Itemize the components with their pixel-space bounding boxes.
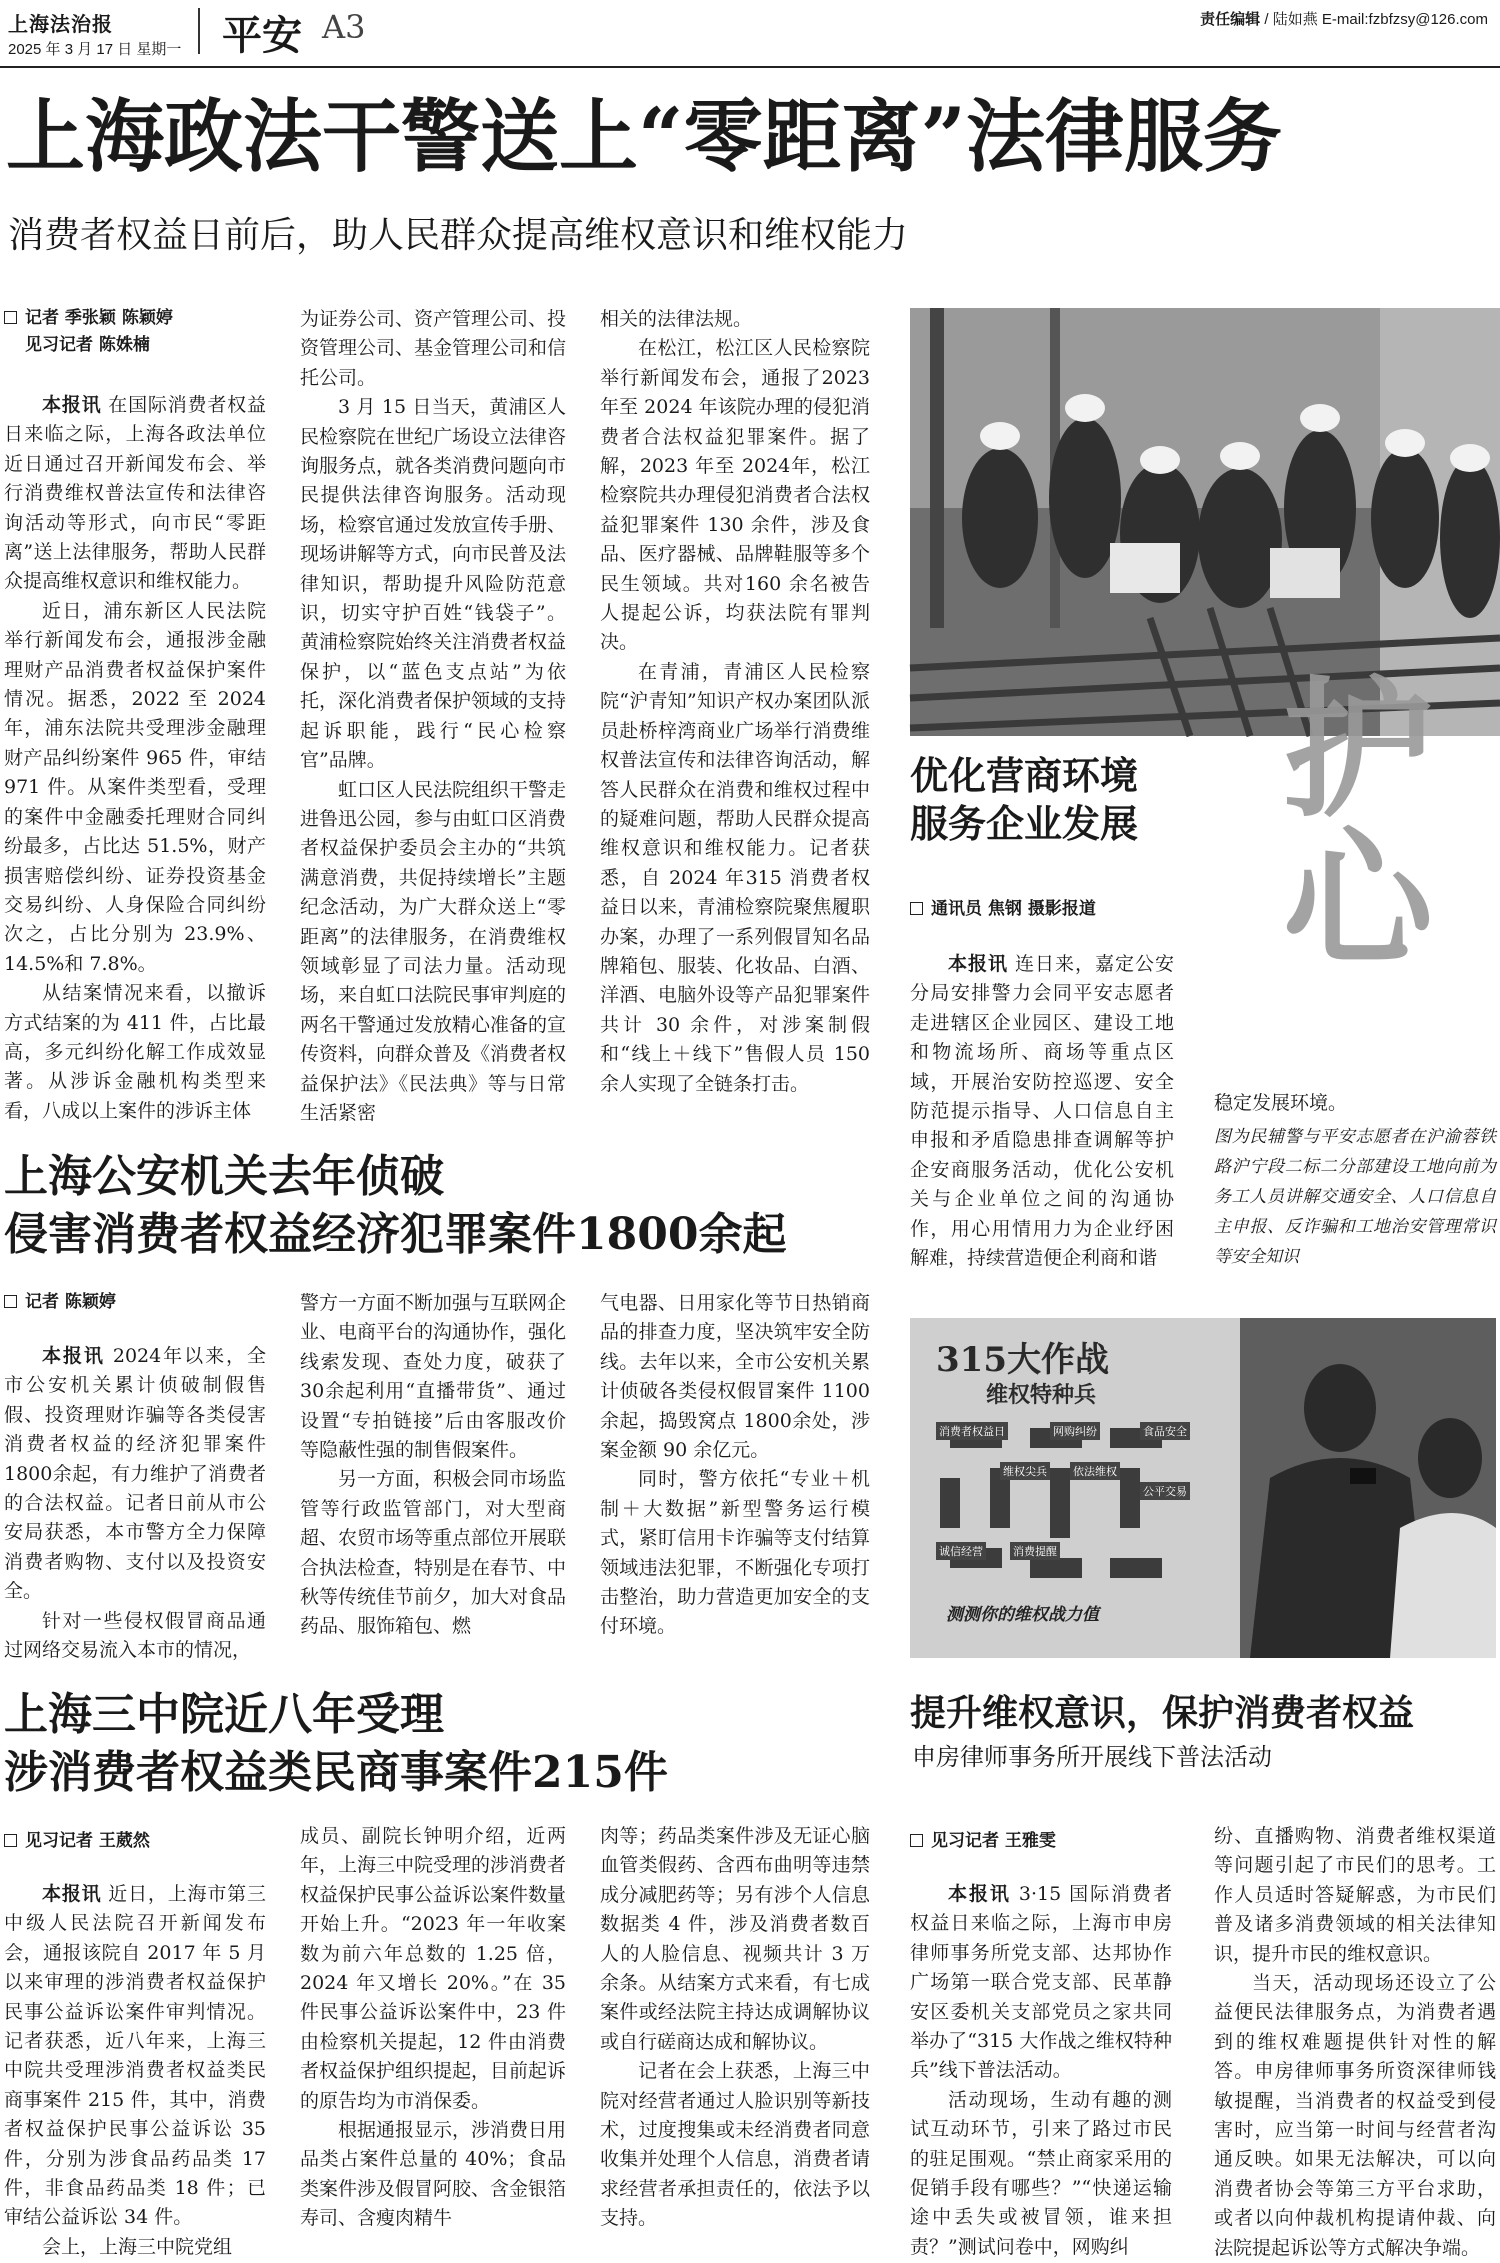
poster-item: 食品安全 xyxy=(1140,1422,1190,1440)
paragraph xyxy=(600,2057,870,2233)
story4-byline: 见习记者 王雅雯 xyxy=(910,1828,1056,1855)
paragraph xyxy=(4,979,266,1126)
editor-name: 陆如燕 xyxy=(1272,11,1318,28)
paragraph xyxy=(300,305,566,393)
story3-column-2 xyxy=(300,1822,566,2250)
paragraph xyxy=(4,2233,266,2262)
paragraph xyxy=(910,2086,1172,2262)
main-headline: 上海政法干警送上“零距离”法律服务 xyxy=(6,90,1282,183)
story4-subheadline: 申房律师事务所开展线下普法活动 xyxy=(912,1743,1272,1771)
paragraph-text: 针对一些侵权假冒商品通过网络交易流入本市的情况， xyxy=(4,1609,266,1662)
paragraph xyxy=(600,1289,870,1465)
paragraph-text: 2024年以来，全市公安机关累计侦破制假售假、投资理财诈骗等各类侵害消费者权益的经济犯罪案件1800余起，有力维护了消费者的合法权益。记者日前从市公安局获悉，本市警方全力保障消费者购物、支付以及投资安全。 xyxy=(4,1345,266,1603)
calligraphy-motif: 护心 xyxy=(1257,670,1433,970)
lead-marker: 本报讯 xyxy=(42,394,102,416)
editor-label: 责任编辑 xyxy=(1200,11,1261,28)
poster-item: 网购纠纷 xyxy=(1050,1422,1100,1440)
paragraph xyxy=(300,776,566,1129)
photo-rights-event xyxy=(910,1318,1496,1658)
paragraph-text: 成员、副院长钟明介绍，近两年，上海三中院受理的涉消费者权益保护民事公益诉讼案件数量开始上升。“2023 年一年收案数为前六年总数的 1.25 倍，2024 年又增长 20%。”在 35 件民事公益诉讼案件中，23 件由检察机关提起，12 件由消费者权益保护组织提起，目前起诉的原告均为市消保委。 xyxy=(300,1825,567,2112)
main-subheadline: 消费者权益日前后，助人民群众提高维权意识和维权能力 xyxy=(8,215,909,256)
paragraph-text: 记者在会上获悉，上海三中院对经营者通过人脸识别等新技术，过度搜集或未经消费者同意收集并处理个人信息，消费者请求经营者承担责任的，依法予以支持。 xyxy=(600,2060,870,2230)
poster-items xyxy=(930,1422,1230,1592)
story2-headline: 上海公安机关去年侦破 侵害消费者权益经济犯罪案件1800余起 xyxy=(4,1151,787,1260)
paragraph xyxy=(300,1465,566,1641)
photo-story-body-tail: 稳定发展环境。 xyxy=(1214,1092,1348,1114)
poster-item: 依法维权 xyxy=(1070,1462,1120,1480)
paragraph-text: 虹口区人民法院组织干警走进鲁迅公园，参与由虹口区消费者权益保护委员会主办的“共筑满意消费，共促持续增长”主题纪念活动，为广大群众送上“零距离”的法律服务，在消费维权领域彰显了司法力量。活动现场，来自虹口法院民事审判庭的两名干警通过发放精心准备的宣传资料，向群众普及《消费者权益保护法》《民法典》等与日常生活紧密 xyxy=(300,778,567,1124)
paragraph xyxy=(4,597,266,979)
lead-marker: 本报讯 xyxy=(948,1883,1011,1905)
story2-column-1 xyxy=(4,1342,266,1662)
paragraph xyxy=(600,305,870,334)
main-story-column-1 xyxy=(4,391,266,1122)
paragraph xyxy=(4,1342,266,1607)
paragraph xyxy=(4,1880,266,2233)
story3-column-1 xyxy=(4,1880,266,2258)
paragraph xyxy=(300,1289,566,1465)
paragraph xyxy=(300,2116,566,2234)
poster-item: 诚信经营 xyxy=(936,1542,986,1560)
story3-headline: 上海三中院近八年受理 涉消费者权益类民商事案件215件 xyxy=(4,1689,668,1798)
poster-subtitle: 维权特种兵 xyxy=(986,1383,1097,1408)
photo-story-body xyxy=(910,950,1174,1270)
story4-column-1 xyxy=(910,1880,1172,2258)
main-story-column-2 xyxy=(300,305,567,1124)
paragraph-text: 警方一方面不断加强与互联网企业、电商平台的沟通协作，强化线索发现、查处力度，破获了 30余起利用“直播带货”、通过设置“专拍链接”后由客服改价等隐蔽性强的制售假案件。 xyxy=(300,1292,567,1462)
paragraph-text: 另一方面，积极会同市场监管等行政监管部门，对大型商超、农贸市场等重点部位开展联合执法检查，特别是在春节、中秋等传统佳节前夕，加大对食品药品、服饰箱包、燃 xyxy=(300,1468,567,1638)
paragraph-text: 纷、直播购物、消费者维权渠道等问题引起了市民们的思考。工作人员适时答疑解惑，为市民们普及诸多消费领域的相关法律知识，提升市民的维权意识。 xyxy=(1214,1825,1496,1965)
story2-column-2 xyxy=(300,1289,567,1638)
story4-headline: 提升维权意识，保护消费者权益 xyxy=(910,1692,1415,1734)
editor-line: 责任编辑 / 陆如燕 E-mail:fzbfzsy@126.com xyxy=(1200,11,1488,28)
paragraph-text: 3 月 15 日当天，黄浦区人民检察院在世纪广场设立法律咨询服务点，就各类消费问题向市民提供法律咨询服务。活动现场，检察官通过发放宣传手册、现场讲解等方式，向市民普及法律知识，帮助提升风险防范意识，切实守护百姓“钱袋子”。黄浦检察院始终关注消费者权益保护，以“蓝色支点站”为依托，深化消费者保护领域的支持起诉职能，践行“民心检察官”品牌。 xyxy=(300,396,567,772)
paragraph-text: 活动现场，生动有趣的测试互动环节，引来了路过市民的驻足围观。“禁止商家采用的促销手段有哪些？”“快递运输途中丢失或被冒领，谁来担责？”测试问卷中，网购纠 xyxy=(910,2088,1172,2258)
byline-square-icon xyxy=(4,311,17,324)
paragraph-text: 当天，活动现场还设立了公益便民法律服务点，为消费者遇到的维权难题提供针对性的解答。申房律师事务所资深律师钱敏提醒，当消费者的权益受到侵害时，应当第一时间与经营者沟通反映。如果无法解决，可以向消费者协会等第三方平台求助，或者以向仲裁机构提请仲裁、向法院提起诉讼等方式解决争端。 xyxy=(1214,1972,1496,2259)
paragraph-text: 同时，警方依托“专业＋机制＋大数据”新型警务运行模式，紧盯信用卡诈骗等支付结算领域违法犯罪，不断强化专项打击整治，助力营造更加安全的支付环境。 xyxy=(600,1468,870,1638)
paragraph xyxy=(300,1822,566,2116)
paragraph-text: 从结案情况来看，以撤诉方式结案的为 411 件，占比最高，多元纠纷化解工作成效显著。从涉诉金融机构类型来看，八成以上案件的涉诉主体 xyxy=(4,982,266,1122)
paragraph-text: 为证券公司、资产管理公司、投资管理公司、基金管理公司和信托公司。 xyxy=(300,308,567,389)
poster-item: 维权尖兵 xyxy=(1000,1462,1050,1480)
paragraph xyxy=(4,1607,266,1666)
lead-marker: 本报讯 xyxy=(42,1345,105,1367)
photo-story-headline: 优化营商环境 服务企业发展 xyxy=(910,753,1139,846)
masthead xyxy=(0,0,1500,68)
paragraph xyxy=(4,391,266,597)
masthead-divider xyxy=(198,8,200,54)
paragraph-text: 气电器、日用家化等节日热销商品的排查力度，坚决筑牢安全防线。去年以来，全市公安机关累计侦破各类侵权假冒案件 1100 余起，捣毁窝点 1800余处，涉案金额 90 余亿元。 xyxy=(600,1292,870,1462)
paragraph-text: 根据通报显示，涉消费日用品类占案件总量的 40%；食品类案件涉及假冒阿胶、含金银箔寿司、含瘦肉精牛 xyxy=(300,2119,567,2230)
paragraph xyxy=(600,334,870,657)
paragraph xyxy=(300,393,566,775)
paragraph-text: 3·15 国际消费者权益日来临之际，上海市申房律师事务所党支部、达邦协作广场第一联合党支部、民革静安区委机关支部党员之家共同举办了“315 大作战之维权特种兵”线下普法活动。 xyxy=(910,1883,1172,2082)
paragraph-text: 近日，浦东新区人民法院举行新闻发布会，通报涉金融理财产品消费者权益保护案件情况。据悉，2022 至 2024年，浦东法院共受理涉金融理财产品纠纷案件 965 件，审结971 件。从案件类型看，受理的案件中金融委托理财合同纠纷最多，占比达 51.5%，财产损害赔偿纠纷、证券投资基金交易纠纷、人身保险合同纠纷次之，占比分别为 23.9%、14.5%和 7.8%。 xyxy=(4,599,266,975)
poster-item: 消费提醒 xyxy=(1010,1542,1060,1560)
story3-column-3 xyxy=(600,1822,870,2250)
lead-marker: 本报讯 xyxy=(948,953,1008,975)
section-name: 平安 xyxy=(222,13,302,59)
paragraph-text: 在松江，松江区人民检察院举行新闻发布会，通报了2023 年至 2024 年该院办理的侵犯消费者合法权益犯罪案件。据了解，2023 年至 2024年，松江检察院共办理侵犯消费者合法权益犯罪案件 130 余件，涉及食品、医疗器械、品牌鞋服等多个民生领域。共对160 余名被告人提起公诉，均获法院有罪判决。 xyxy=(600,337,870,654)
paragraph xyxy=(1214,1822,1496,1969)
paragraph-text: 在青浦，青浦区人民检察院“沪青知”知识产权办案团队派员赴桥梓湾商业广场举行消费维权普法宣传和法律咨询活动，解答人民群众在消费和维权过程中的疑难问题，帮助人民群众提高维权意识和维权能力。记者获悉，自 2024 年315 消费者权益日以来，青浦检察院聚焦履职办案，办理了一系列假冒知名品牌箱包、服装、化妆品、白酒、洋酒、电脑外设等产品犯罪案件共计 30 余件，对涉案制假和“线上＋线下”售假人员 150 余人实现了全链条打击。 xyxy=(600,660,870,1095)
editor-email: E-mail:fzbfzsy@126.com xyxy=(1321,11,1488,28)
poster-title: 315大作战 xyxy=(936,1340,1109,1380)
poster-item: 消费者权益日 xyxy=(936,1422,1008,1440)
poster-item: 公平交易 xyxy=(1140,1482,1190,1500)
paper-name: 上海法治报 xyxy=(8,12,113,36)
paragraph xyxy=(600,1822,870,2057)
paragraph-text: 连日来，嘉定公安分局安排警力会同平安志愿者走进辖区企业园区、建设工地和物流场所、商场等重点区域，开展治安防控巡逻、安全防范提示指导、人口信息自主申报和矛盾隐患排查调解等护企安商服务活动，优化公安机关与企业单位之间的沟通协作，用心用情用力为企业纾困解难，持续营造便企利商和谐 xyxy=(910,953,1174,1270)
story2-column-3 xyxy=(600,1289,870,1638)
issue-date: 2025 年 3 月 17 日 星期一 xyxy=(8,41,182,58)
main-story-column-3 xyxy=(600,305,870,1095)
main-byline: 记者 季张颖 陈颖婷 见习记者 陈姝楠 xyxy=(4,305,294,359)
paragraph xyxy=(600,1465,870,1641)
paragraph-text: 会上，上海三中院党组 xyxy=(42,2235,233,2258)
photo-story-byline: 通讯员 焦钢 摄影报道 xyxy=(910,896,1096,923)
story3-byline: 见习记者 王葳然 xyxy=(4,1828,150,1855)
paragraph-text: 相关的法律法规。 xyxy=(600,308,753,330)
page-number: A3 xyxy=(322,8,366,46)
byline-square-icon xyxy=(910,902,923,915)
paragraph-text: 在国际消费者权益日来临之际，上海各政法单位近日通过召开新闻发布会、举行消费维权普法宣传和法律咨询活动等形式，向市民“零距离”送上法律服务，帮助人民群众提高维权意识和维权能力。 xyxy=(4,394,266,593)
paragraph xyxy=(910,1880,1172,2086)
story2-byline: 记者 陈颖婷 xyxy=(4,1289,116,1316)
lead-marker: 本报讯 xyxy=(42,1883,102,1905)
paragraph xyxy=(910,950,1174,1273)
poster-footer: 测测你的维权战力值 xyxy=(946,1605,1099,1625)
byline-square-icon xyxy=(4,1295,17,1308)
paragraph xyxy=(1214,1969,1496,2263)
paragraph-text: 肉等；药品类案件涉及无证心脑血管类假药、含西布曲明等违禁成分减肥药等；另有涉个人信息数据类 4 件，涉及消费者数百人的人脸信息、视频共计 3 万余条。从结案方式来看，有七成案件或经法院主持达成调解协议或自行磋商达成和解协议。 xyxy=(600,1825,870,2053)
byline-square-icon xyxy=(4,1834,17,1847)
byline-square-icon xyxy=(910,1834,923,1847)
photo-caption: 图为民辅警与平安志愿者在沪渝蓉铁路沪宁段二标二分部建设工地向前为务工人员讲解交通安全、人口信息自主申报、反诈骗和工地治安管理常识等安全知识 xyxy=(1214,1127,1496,1267)
paragraph xyxy=(600,658,870,1099)
story4-column-2 xyxy=(1214,1822,1496,2259)
paragraph-text: 近日，上海市第三中级人民法院召开新闻发布会，通报该院自 2017 年 5 月以来审理的涉消费者权益保护民事公益诉讼案件审判情况。记者获悉，近八年来，上海三中院共受理涉消费者权益类民商事案件 215 件，其中，消费者权益保护民事公益诉讼 35件，分别为涉食品药品类 17件，非食品药品类 18 件；已审结公益诉讼 34 件。 xyxy=(4,1883,266,2229)
